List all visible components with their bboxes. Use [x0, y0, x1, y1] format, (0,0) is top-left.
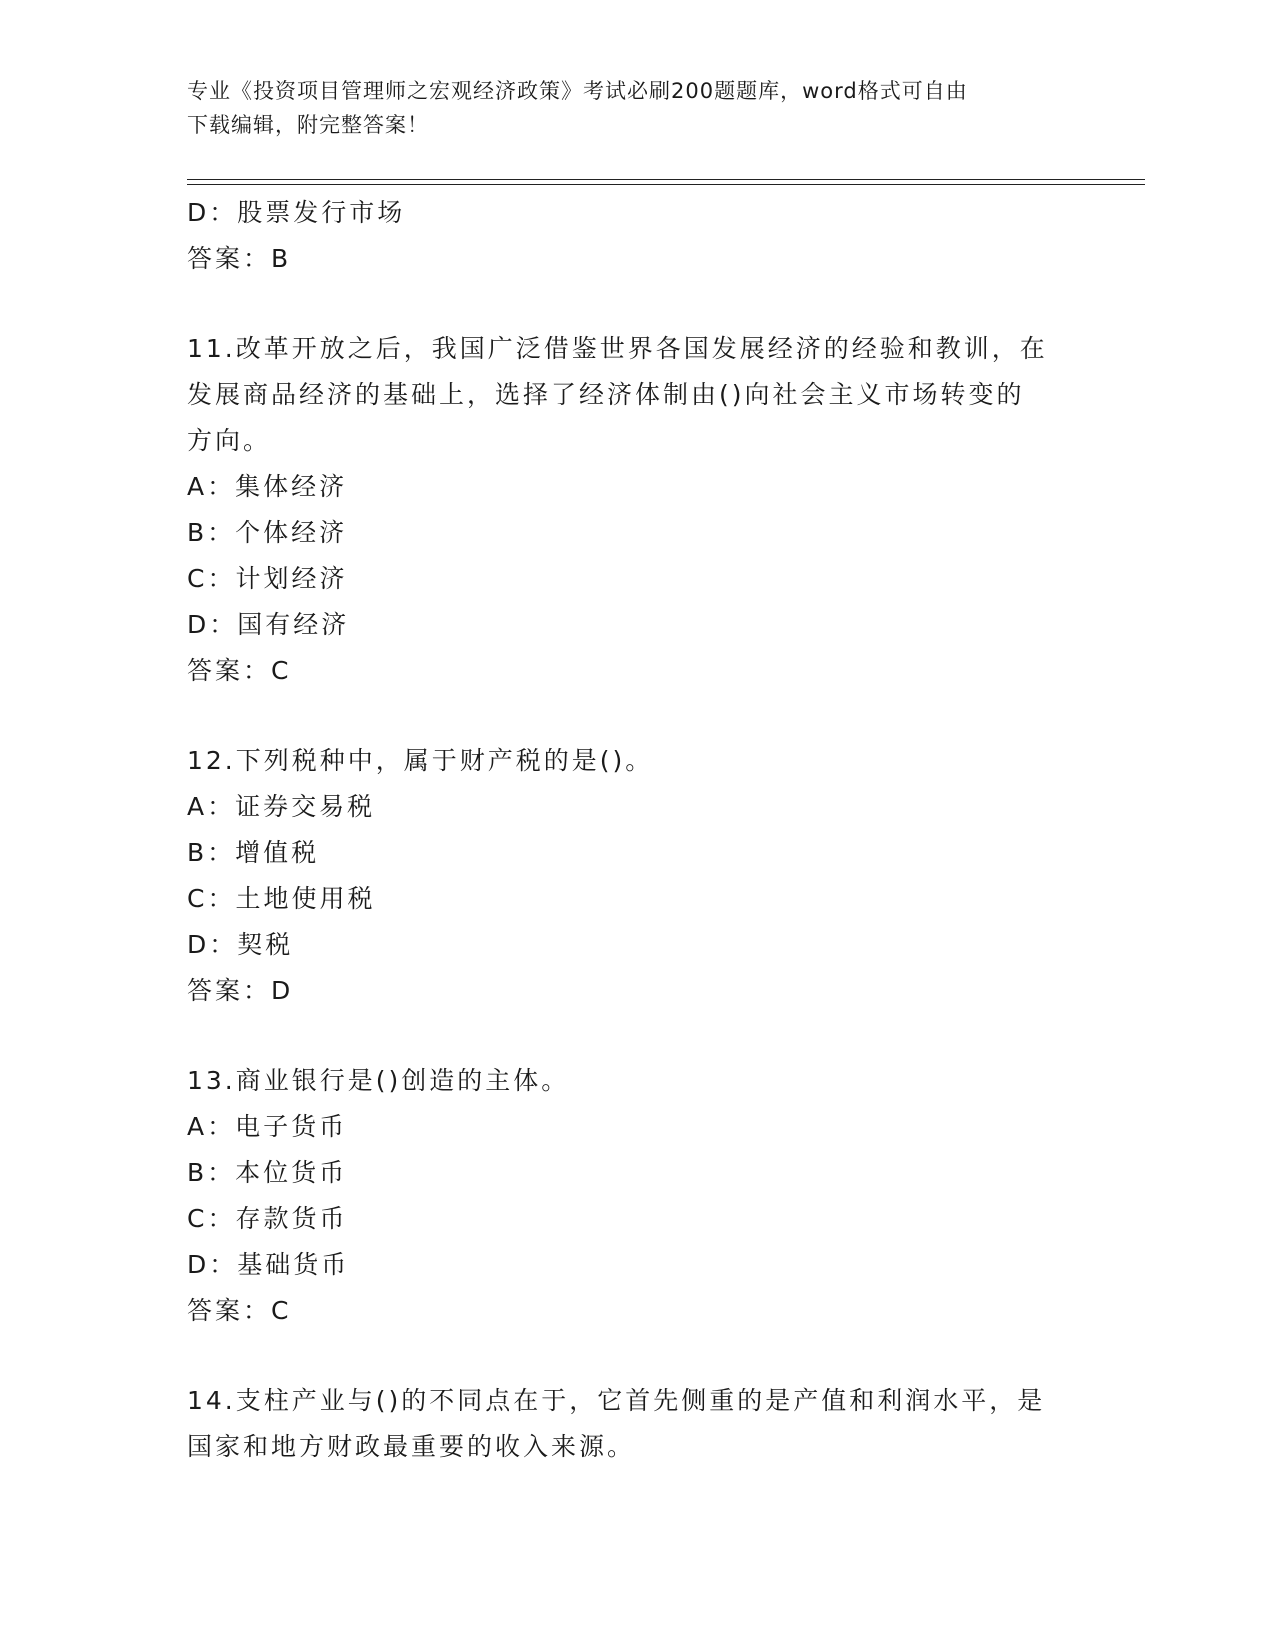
option-c: C：土地使用税 — [187, 884, 376, 913]
question-14 — [187, 1378, 1087, 1470]
option-c: C：存款货币 — [187, 1204, 348, 1233]
answer: 答案：C — [187, 656, 292, 685]
question-content — [187, 190, 1087, 1470]
spacer — [187, 1334, 1087, 1378]
question-text-line: 12.下列税种中，属于财产税的是()。 — [187, 746, 654, 775]
option-b: B：增值税 — [187, 838, 320, 867]
spacer — [187, 282, 1087, 326]
question-text-line: 14.支柱产业与()的不同点在于，它首先侧重的是产值和利润水平，是 — [187, 1386, 1046, 1415]
option-a: A：电子货币 — [187, 1112, 348, 1141]
answer: 答案：B — [187, 244, 292, 273]
option-d: D：国有经济 — [187, 610, 350, 639]
question-11 — [187, 326, 1087, 694]
header-line-1: 专业《投资项目管理师之宏观经济政策》考试必刷200题题库，word格式可自由 — [187, 79, 968, 103]
option-a: A：集体经济 — [187, 472, 348, 501]
header-line-2: 下载编辑，附完整答案！ — [187, 113, 429, 137]
answer: 答案：D — [187, 976, 294, 1005]
header-divider-top — [187, 179, 1145, 180]
question-text-line: 方向。 — [187, 426, 272, 455]
option-b: B：本位货币 — [187, 1158, 348, 1187]
option-c: C：计划经济 — [187, 564, 348, 593]
header-divider-bottom — [187, 184, 1145, 185]
question-text-line: 13.商业银行是()创造的主体。 — [187, 1066, 570, 1095]
option-a: A：证券交易税 — [187, 792, 376, 821]
option-d: D：基础货币 — [187, 1250, 350, 1279]
question-13 — [187, 1058, 1087, 1334]
question-12 — [187, 738, 1087, 1014]
spacer — [187, 1014, 1087, 1058]
spacer — [187, 694, 1087, 738]
question-text-line: 11.改革开放之后，我国广泛借鉴世界各国发展经济的经验和教训，在 — [187, 334, 1048, 363]
option-d: D：股票发行市场 — [187, 198, 406, 227]
answer: 答案：C — [187, 1296, 292, 1325]
document-header — [187, 74, 1067, 142]
question-text-line: 发展商品经济的基础上，选择了经济体制由()向社会主义市场转变的 — [187, 380, 1025, 409]
option-d: D：契税 — [187, 930, 294, 959]
option-b: B：个体经济 — [187, 518, 348, 547]
question-text-line: 国家和地方财政最重要的收入来源。 — [187, 1432, 636, 1461]
